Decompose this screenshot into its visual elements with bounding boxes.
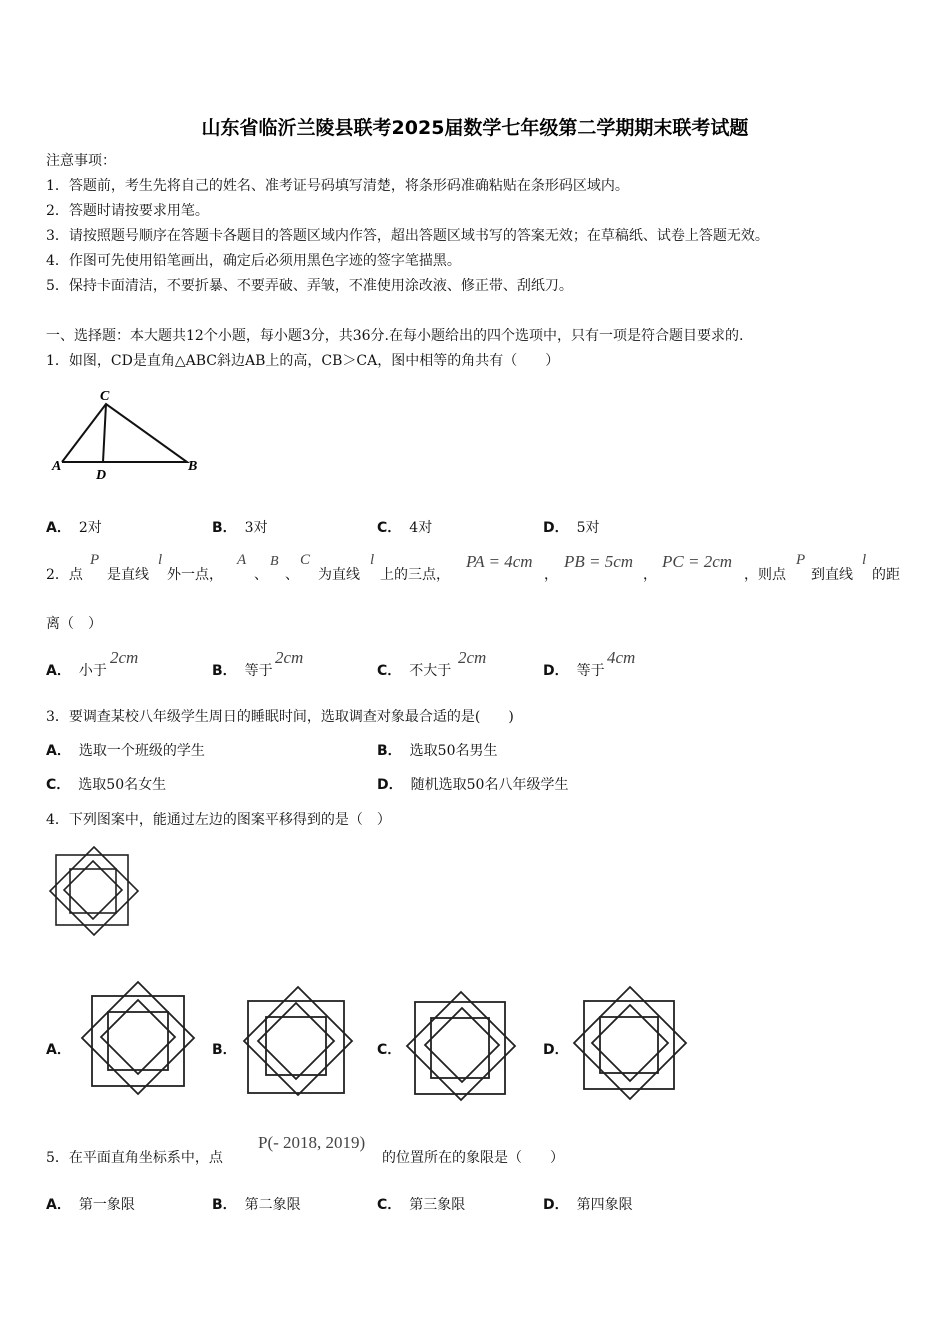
math-l: l: [158, 552, 163, 568]
math-p: P: [90, 552, 100, 568]
math-value: 4cm: [607, 648, 636, 667]
option-b: B． 选取50名男生: [377, 743, 498, 759]
notice-item: 3．请按照题号顺序在答题卡各题目的答题区域内作答，超出答题区域书写的答案无效；在草稿纸、试卷上答题无效。: [46, 228, 769, 244]
pattern-option-c[interactable]: [405, 990, 525, 1110]
vertex-label-c: C: [100, 389, 110, 404]
option-text: 3对: [244, 520, 268, 536]
math-value: 2cm: [110, 648, 139, 667]
option-a: A．: [46, 1042, 71, 1058]
notice-heading: 注意事项：: [46, 153, 116, 169]
option-text: 2对: [78, 520, 102, 536]
math-a: A: [237, 552, 247, 568]
math-value: 2cm: [275, 648, 304, 667]
option-c: C．: [377, 1042, 402, 1058]
math-pc: PC = 2cm: [662, 552, 733, 571]
option-letter: C．: [377, 520, 402, 536]
exam-page: 山东省临沂兰陵县联考2025届数学七年级第二学期期末联考试题 注意事项： 1．答题前，考生先将自己的姓名、准考证号码填写清楚，将条形码准确粘贴在条形码区域内。 2．答题时请按要求用笔。 3．请按照题号顺序在答题卡各题目的答题区域内作答，超出答题区域书写的答案无效；在草稿纸、试卷上答题无效。 4．作图可先使用铅笔画出，确定后必须用黑色字迹的签字笔描黑。 5．保持卡面清洁，不要折暴、不要弄破、弄皱，不准使用涂改液、修正带、刮纸刀。 一、选择题：本大题共12个小题，每小题3分，共36分.在每小题给出的四个选项中，只有一项是符合题目要求的. 1．如图，CD是直角△ABC斜边AB上的高，CB＞CA，图中相等的角共有（ ） C A D B A． 2对 B． 3对 C． 4对 D． 5对 2．点 P 是直线 l 外一点， A 、 B 、 C 为直线 l 上的三点， PA = 4cm ， PB = 5cm ， PC = 2cm ，则点 P 到直线 l 的距 离（ ） A． 小于 2cm B． 等于 2cm C． 不大于 2cm D． 等于 4cm 3．要调查某校八年级学生周日的睡眠时间，选取调查对象最合适的是( ) A． 选取一个班级的学生 B． 选取50名男生 C． 选取50名女生 D． 随机选取50名八年级学生 4．下列图案中，能通过左边的图案平移得到的是（ ） A． B． C． D． 5．在平面直角坐标系中，点 P(- 2018, 2019) 的位置所在的象限是（ ） A． 第一象限 B． 第二象限 C． 第三象限 D． 第四象限: [0, 0, 950, 1344]
pattern-option-b[interactable]: [240, 985, 360, 1105]
option-text: 5对: [576, 520, 600, 536]
option-a: [46, 518, 102, 538]
math-l: l: [862, 552, 867, 568]
option-d: D． 第四象限: [543, 1197, 633, 1213]
reference-pattern: [48, 845, 143, 940]
option-letter: D．: [543, 520, 569, 536]
math-c: C: [300, 552, 311, 568]
pattern-option-a[interactable]: [80, 980, 200, 1100]
option-b: B． 等于: [212, 663, 273, 679]
math-pa: PA = 4cm: [466, 552, 533, 571]
section-heading: 一、选择题：本大题共12个小题，每小题3分，共36分.在每小题给出的四个选项中，只有一项是符合题目要求的.: [46, 328, 744, 344]
option-a: A． 小于: [46, 663, 107, 679]
notice-item: 2．答题时请按要求用笔。: [46, 203, 209, 219]
option-letter: B．: [212, 520, 237, 536]
math-pb: PB = 5cm: [564, 552, 634, 571]
option-letter: A．: [46, 520, 71, 536]
vertex-label-a: A: [52, 459, 62, 474]
option-a: A． 选取一个班级的学生: [46, 743, 205, 759]
option-b: B．: [212, 1042, 237, 1058]
notice-item: 1．答题前，考生先将自己的姓名、准考证号码填写清楚，将条形码准确粘贴在条形码区域内。: [46, 178, 629, 194]
math-b: B: [270, 554, 279, 569]
option-d: D． 随机选取50名八年级学生: [377, 777, 569, 793]
option-c: [377, 518, 432, 538]
pattern-option-d[interactable]: [570, 985, 690, 1105]
exam-title: 山东省临沂兰陵县联考2025届数学七年级第二学期期末联考试题: [201, 117, 749, 139]
math-p: P: [796, 552, 806, 568]
math-point: P(- 2018, 2019): [258, 1133, 366, 1152]
option-c: C． 不大于: [377, 663, 452, 679]
notice-item: 5．保持卡面清洁，不要折暴、不要弄破、弄皱，不准使用涂改液、修正带、刮纸刀。: [46, 278, 573, 294]
option-d: D．: [543, 1042, 569, 1058]
option-a: A． 第一象限: [46, 1197, 135, 1213]
math-value: 2cm: [458, 648, 487, 667]
question-4-stem: 4．下列图案中，能通过左边的图案平移得到的是（ ）: [46, 812, 391, 828]
option-b: [212, 518, 268, 538]
math-l: l: [370, 552, 375, 568]
option-c: C． 选取50名女生: [46, 777, 167, 793]
question-1-stem: 1．如图，CD是直角△ABC斜边AB上的高，CB＞CA，图中相等的角共有（ ）: [46, 353, 560, 369]
notice-item: 4．作图可先使用铅笔画出，确定后必须用黑色字迹的签字笔描黑。: [46, 253, 461, 269]
question-3-stem: 3．要调查某校八年级学生周日的睡眠时间，选取调查对象最合适的是( ): [46, 709, 514, 725]
option-d: [543, 518, 600, 538]
triangle-figure: [48, 384, 208, 484]
option-text: 4对: [409, 520, 433, 536]
option-d: D． 等于: [543, 663, 605, 679]
option-b: B． 第二象限: [212, 1197, 301, 1213]
vertex-label-b: B: [188, 459, 198, 474]
option-c: C． 第三象限: [377, 1197, 466, 1213]
vertex-label-d: D: [96, 468, 107, 483]
